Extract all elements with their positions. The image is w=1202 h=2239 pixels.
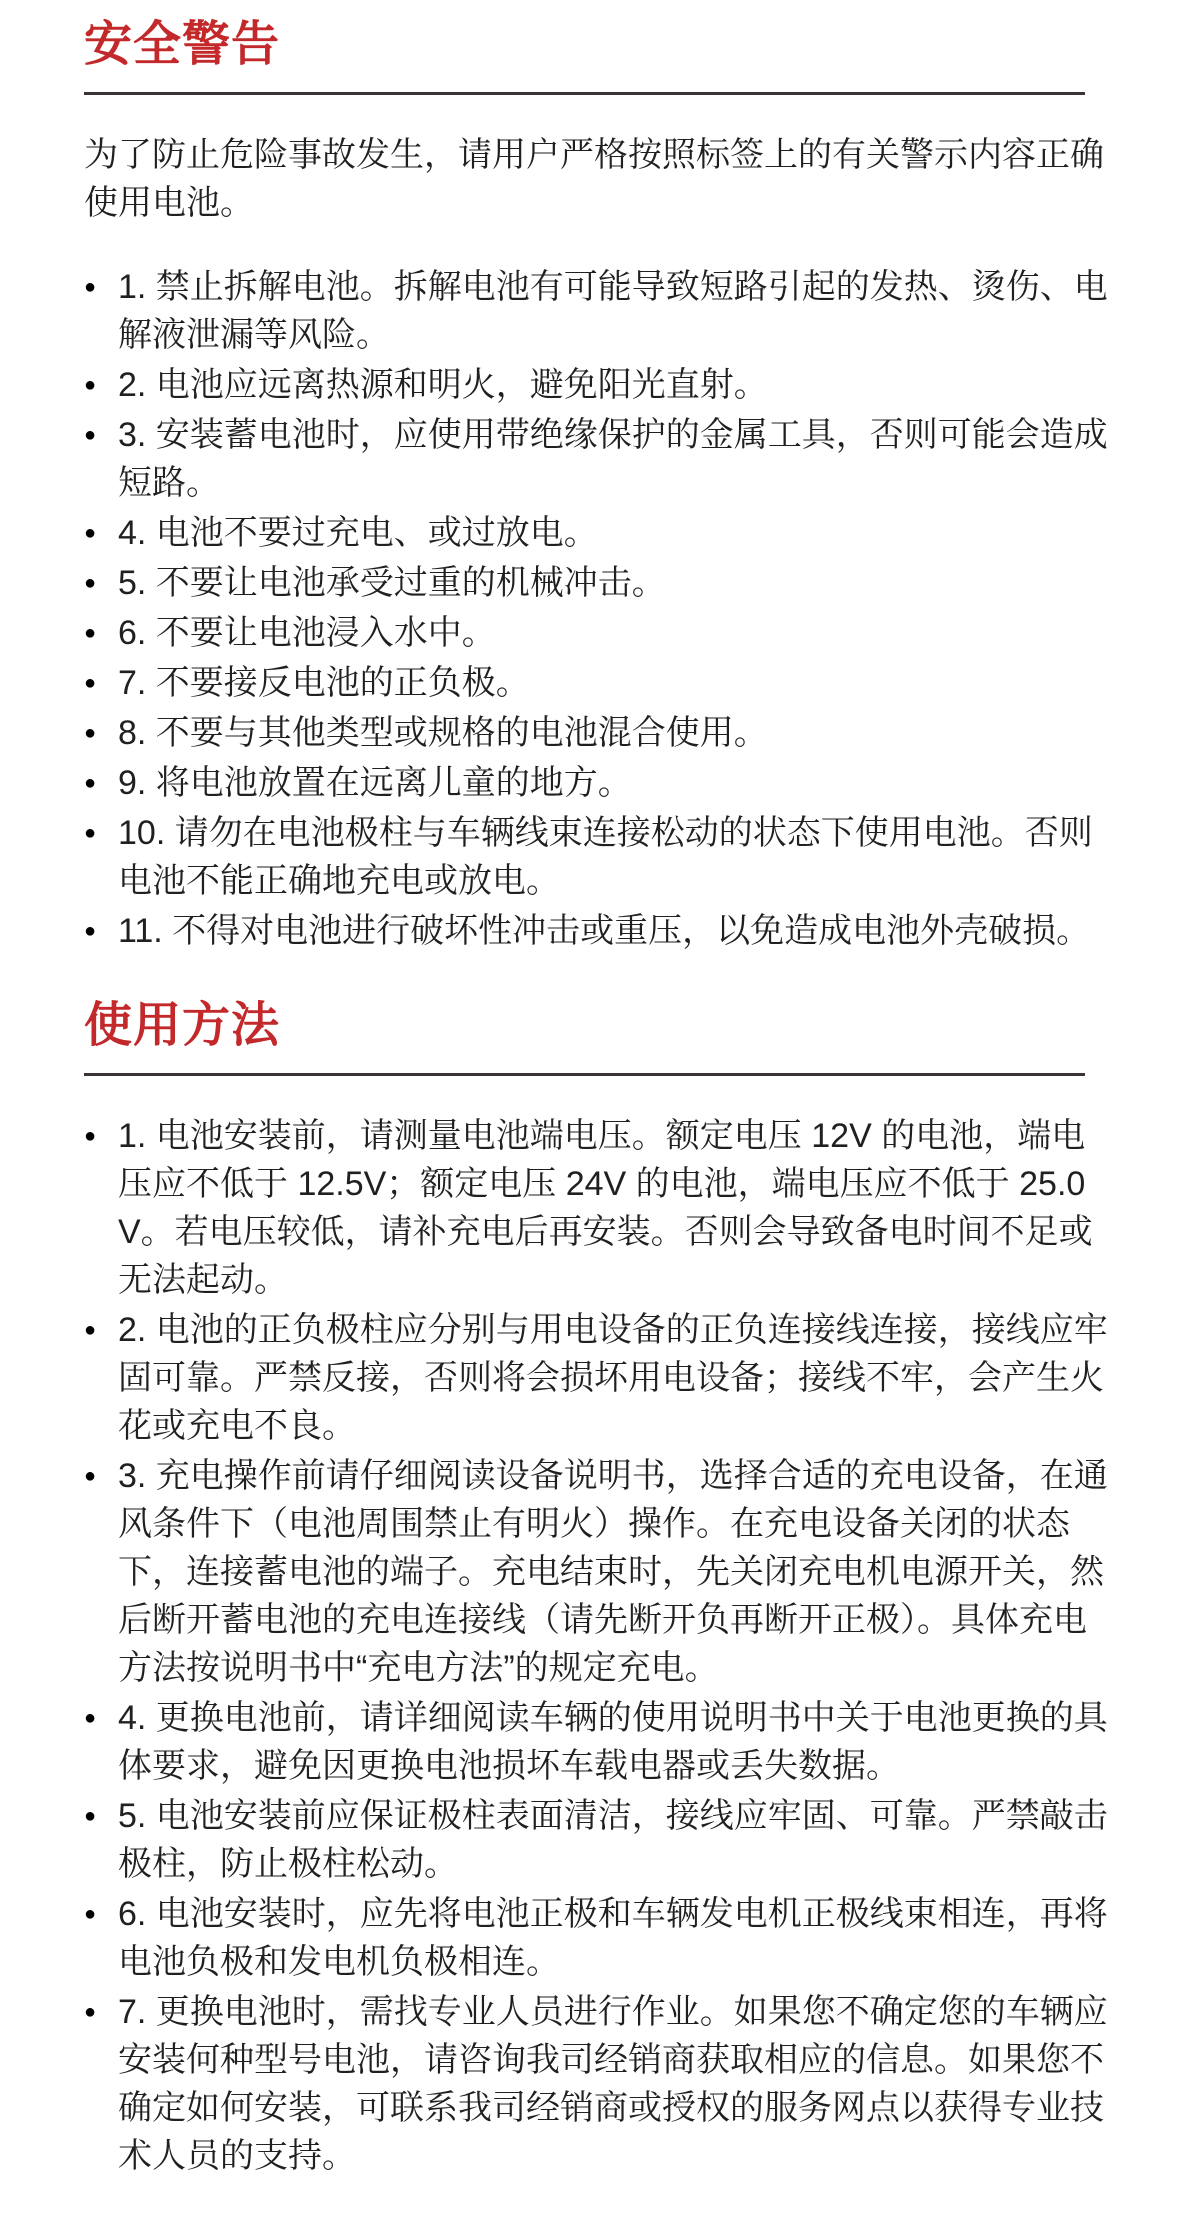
list-item	[84, 759, 1118, 807]
list-item-text: 3. 安装蓄电池时，应使用带绝缘保护的金属工具，否则可能会造成短路。	[118, 416, 1108, 502]
list-item	[84, 907, 1118, 955]
bullet-icon: ●	[84, 2001, 97, 2023]
list-item	[84, 709, 1118, 757]
list-item	[84, 1988, 1118, 2180]
bullet-icon: ●	[84, 572, 97, 594]
list-item-text: 10. 请勿在电池极柱与车辆线束连接松动的状态下使用电池。否则电池不能正确地充电或放电。	[118, 814, 1093, 900]
bullet-icon: ●	[84, 1903, 97, 1925]
bullet-icon: ●	[84, 1465, 97, 1487]
usage-method-list	[84, 1112, 1118, 2180]
section-intro: 为了防止危险事故发生，请用户严格按照标签上的有关警示内容正确使用电池。	[84, 136, 1104, 222]
bullet-icon: ●	[84, 522, 97, 544]
list-item	[84, 263, 1118, 359]
page-title: 安全警告	[84, 18, 281, 71]
section-divider	[84, 1073, 1085, 1076]
bullet-icon: ●	[84, 722, 97, 744]
bullet-icon: ●	[84, 374, 97, 396]
section-divider	[84, 92, 1085, 95]
list-item-text: 7. 更换电池时，需找专业人员进行作业。如果您不确定您的车辆应安装何种型号电池，请咨询我司经销商获取相应的信息。如果您不确定如何安装，可联系我司经销商或授权的服务网点以获得专业技术人员的支持。	[118, 1993, 1108, 2175]
list-item-text: 4. 电池不要过充电、或过放电。	[118, 514, 598, 552]
bullet-icon: ●	[84, 920, 97, 942]
bullet-icon: ●	[84, 1707, 97, 1729]
list-item	[84, 509, 1118, 557]
list-item-text: 2. 电池的正负极柱应分别与用电设备的正负连接线连接，接线应牢固可靠。严禁反接，否则将会损坏用电设备；接线不牢，会产生火花或充电不良。	[118, 1311, 1108, 1445]
list-item-text: 9. 将电池放置在远离儿童的地方。	[118, 764, 632, 802]
list-item	[84, 361, 1118, 409]
list-item	[84, 1792, 1118, 1888]
bullet-icon: ●	[84, 1319, 97, 1341]
list-item-text: 1. 禁止拆解电池。拆解电池有可能导致短路引起的发热、烫伤、电解液泄漏等风险。	[118, 268, 1108, 354]
bullet-icon: ●	[84, 672, 97, 694]
list-item	[84, 1306, 1118, 1450]
bullet-icon: ●	[84, 772, 97, 794]
list-item	[84, 1890, 1118, 1986]
bullet-icon: ●	[84, 1125, 97, 1147]
section-title-usage: 使用方法	[84, 999, 281, 1052]
bullet-icon: ●	[84, 276, 97, 298]
bullet-icon: ●	[84, 1805, 97, 1827]
list-item-text: 3. 充电操作前请仔细阅读设备说明书，选择合适的充电设备，在通风条件下（电池周围禁止有明火）操作。在充电设备关闭的状态下，连接蓄电池的端子。充电结束时，先关闭充电机电源开关，然后断开蓄电池的充电连接线（请先断开负再断开正极）。具体充电方法按说明书中“充电方法”的规定充电。	[118, 1457, 1108, 1687]
list-item-text: 7. 不要接反电池的正负极。	[118, 664, 530, 702]
list-item	[84, 659, 1118, 707]
bullet-icon: ●	[84, 822, 97, 844]
list-item-text: 6. 电池安装时，应先将电池正极和车辆发电机正极线束相连，再将电池负极和发电机负极相连。	[118, 1895, 1108, 1981]
list-item-text: 1. 电池安装前，请测量电池端电压。额定电压 12V 的电池，端电压应不低于 12.5V；额定电压 24V 的电池，端电压应不低于 25.0V。若电压较低，请补充电后再安装。否则会导致备电时间不足或无法起动。	[118, 1117, 1093, 1299]
list-item-text: 5. 电池安装前应保证极柱表面清洁，接线应牢固、可靠。严禁敲击 极柱，防止极柱松动。	[118, 1797, 1108, 1883]
list-item	[84, 809, 1118, 905]
list-item	[84, 559, 1118, 607]
bullet-icon: ●	[84, 622, 97, 644]
list-item-text: 11. 不得对电池进行破坏性冲击或重压，以免造成电池外壳破损。	[118, 912, 1091, 950]
list-item-text: 5. 不要让电池承受过重的机械冲击。	[118, 564, 666, 602]
list-item-text: 8. 不要与其他类型或规格的电池混合使用。	[118, 714, 768, 752]
section-usage-method	[84, 997, 1118, 2180]
list-item	[84, 411, 1118, 507]
list-item	[84, 1694, 1118, 1790]
safety-warning-list	[84, 263, 1118, 955]
list-item	[84, 609, 1118, 657]
list-item	[84, 1452, 1118, 1692]
list-item-text: 4. 更换电池前，请详细阅读车辆的使用说明书中关于电池更换的具体要求，避免因更换电池损坏车载电器或丢失数据。	[118, 1699, 1108, 1785]
list-item	[84, 1112, 1118, 1304]
section-safety-warning	[84, 16, 1118, 955]
list-item-text: 6. 不要让电池浸入水中。	[118, 614, 496, 652]
bullet-icon: ●	[84, 424, 97, 446]
list-item-text: 2. 电池应远离热源和明火，避免阳光直射。	[118, 366, 768, 404]
